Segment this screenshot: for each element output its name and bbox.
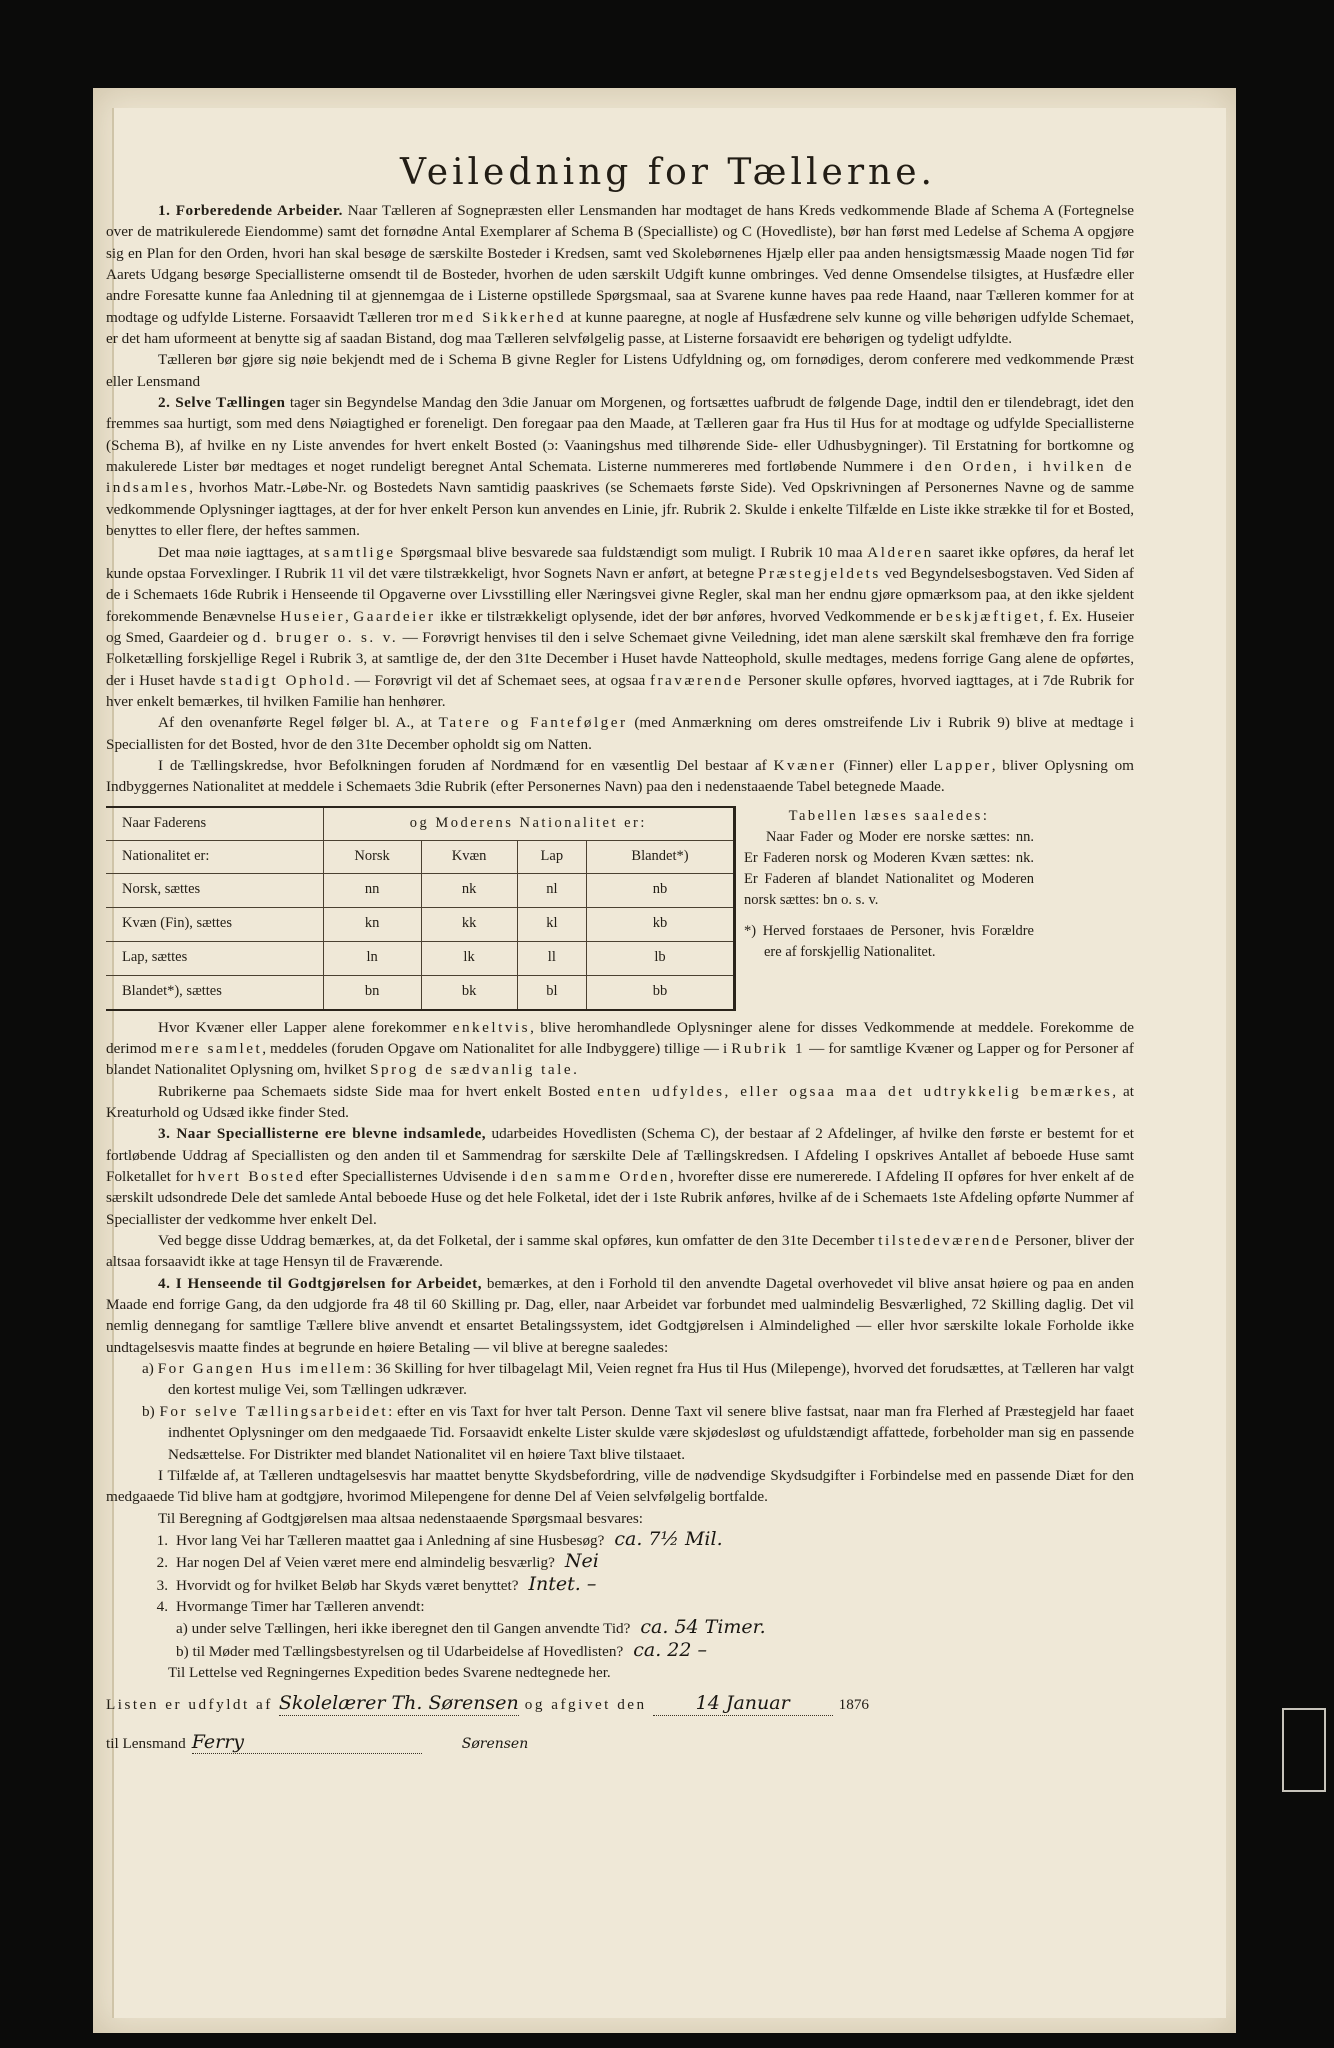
- row-label: Norsk, sættes: [106, 873, 323, 907]
- emph-run: For selve Tællingsarbeidet: [159, 1402, 389, 1420]
- text-run: , meddeles (foruden Opgave om Nationalitet for alle Indbyggere) tillige — i: [262, 1039, 732, 1057]
- table-explanation-text: Naar Fader og Moder ere norske sættes: nn. Er Faderen norsk og Moderen Kvæn sættes: nk. Er Faderen af blandet Nationalitet og Moderen norsk sættes: bn o. s. v.: [744, 828, 1034, 908]
- rule-a: [106, 1358, 1134, 1401]
- emph-run: tilstedeværende: [878, 1232, 1012, 1250]
- text-run: : 36 Skilling for hver tilbagelagt Mil, Veien regnet fra Hus til Hus (Milepenge), hvorved det forudsættes, at Tælleren har valgt den kortest mulige Vei, som Tællingen udkræver.: [168, 1360, 1134, 1399]
- table-explanation-heading: Tabellen læses saaledes:: [788, 807, 990, 824]
- emph-run: den samme Orden: [520, 1168, 670, 1186]
- table-cell: bk: [421, 975, 517, 1010]
- answer-field[interactable]: ca. 54 Timer.: [640, 1616, 766, 1639]
- emph-run: Kvæner: [773, 756, 837, 774]
- question-number: 2.: [156, 1554, 168, 1572]
- text-run: Det maa nøie iagttages, at: [158, 543, 325, 561]
- table-col-header: Blandet*): [587, 840, 735, 873]
- emph-run: stadigt Ophold: [220, 671, 347, 689]
- text-run: ved Begyndelsesbogstaven. Ved Siden af de i Schemaets 16de Rubrik i Henseende til Opgaverne over Livsstilling eller Næringsvei givne Regler, skal man her endnu gjøre opmærksom paa, at den ikke sjeldent forekommende Benævnelse: [106, 564, 1134, 625]
- section-2-heading: 2. Selve Tællingen: [158, 394, 286, 412]
- table-col-header: Kvæn: [421, 840, 517, 873]
- table-header-mother: og Moderens Nationalitet er:: [323, 807, 734, 841]
- instructions-body: [106, 200, 1134, 1755]
- question-1: [106, 1529, 1134, 1551]
- row-label: Blandet*), sættes: [106, 975, 323, 1010]
- text-run: , hvorefter disse ere numererede. I Afdeling II opføres for hver enkelt af de særskilt udsondrede Dele det samlede Antal beboede Huse og det hele Folketal, idet der i 1ste Rubrik anføres, hvilke af de i Schemaets 1ste Afdeling opførte Nummer af Speciallister der vedkomme hver enkelt Del.: [106, 1168, 1134, 1228]
- table-cell: nl: [517, 873, 586, 907]
- lensmand-row: [106, 1732, 1134, 1755]
- text-run: Personer, bliver der altsaa forsaavidt ikke at tage Hensyn til de Fraværende.: [106, 1232, 1134, 1271]
- text-run: bemærkes, at den i Forhold til den anvendte Dagetal overhovedet vil blive ansat høiere og paa en anden Maade end forrige Gang, da den udgjorde fra 48 til 60 Skilling pr. Dag, eller, naar Arbeidet var forbundet med ualmindelig Besværlighed, 72 Skilling daglig. Det vil nemlig dennegang for samtlige Tællere blive anvendt et ensartet Betalingssystem, idet Godtgjørelsen i Almindelighed — eller hvor særskilte lokale Forholde ikke undtagelsesvis maatte findes at begrunde en høiere Betaling — vil blive at beregne saaledes:: [106, 1274, 1134, 1356]
- question-4: [106, 1596, 1134, 1617]
- filled-by-label: Listen er udfyldt af: [106, 1696, 273, 1714]
- section-3: [106, 1123, 1134, 1230]
- signature-row: [106, 1693, 1134, 1715]
- section-1-paragraph-2: Tælleren bør gjøre sig nøie bekjendt med de i Schema B givne Regler for Listens Udfyldning og, om fornødiges, derom conferere med vedkommende Præst eller Lensmand: [106, 351, 1134, 390]
- table-header-nationality: Nationalitet er:: [106, 840, 323, 873]
- text-run: saaret ikke opføres, da heraf let kunde opstaa Forvexlinger. I Rubrik 11 vil det være tilstrækkeligt, hvor Sognets Navn er anført, at betegne: [106, 543, 1134, 582]
- question-text: a) under selve Tællingen, heri ikke iberegnet den til Gangen anvendte Tid?: [176, 1620, 631, 1638]
- section-2-text-2: , hvorhos Matr.-Løbe-Nr. og Bostedets Navn samtidig paaskrives (se Schemaets første Side). Ved Opskrivningen af Personernes Navne og de samme vedkommende Oplysninger iagttages, at der for hver enkelt Person kun anvendes en Linie, jfr. Rubrik 2. Skulde i enkelte Tilfælde en Liste ikke strække til for et Bosted, benyttes to eller flere, der heftes sammen.: [106, 479, 1134, 540]
- text-run: Spørgsmaal blive besvarede saa fuldstændigt som muligt. I Rubrik 10 maa: [395, 543, 868, 561]
- text-run: Personer skulle opføres, hvorved iagttages, at i 7de Rubrik for hver enkelt bemærkes, til hvilken Familie han henhører.: [106, 671, 1134, 710]
- bleed-through-text-right: [1180, 170, 1220, 350]
- text-run: ,: [344, 607, 354, 625]
- lensmand-name[interactable]: Ferry: [192, 1732, 422, 1754]
- question-4a: [106, 1617, 1134, 1639]
- filled-by-signature[interactable]: [279, 1693, 519, 1715]
- emph-run: Tatere og Fantefølger: [438, 714, 628, 732]
- section-2-emph: i den Orden, i hvilken de indsamles: [106, 458, 1134, 497]
- emph-run: Sprog de sædvanlig tale: [370, 1061, 574, 1079]
- scan-edge-marker: [1282, 1708, 1326, 1792]
- nationality-section: [106, 806, 1134, 1011]
- closing-note: Til Lettelse ved Regningernes Expedition bedes Svarene nedtegnede her.: [168, 1663, 611, 1681]
- text-run: Hvor Kvæner eller Lapper alene forekommer: [158, 1018, 453, 1036]
- table-row: [106, 907, 735, 941]
- row-label: Kvæn (Fin), sættes: [106, 907, 323, 941]
- signature-sub-name: Sørensen: [461, 1735, 529, 1752]
- section-2: [106, 392, 1134, 541]
- question-number: 4.: [156, 1597, 168, 1615]
- text-run: (med Anmærkning om deres omstreifende Liv i Rubrik 9) blive at medtage i Speciallisten for det Bosted, hvor de den 31te December opholdt sig om Natten.: [106, 714, 1134, 753]
- row-label: Lap, sættes: [106, 941, 323, 975]
- after-table-paragraph-2: [106, 1081, 1134, 1124]
- emph-run: d. bruger o. s. v.: [252, 628, 399, 646]
- rule-a-label: a): [142, 1360, 158, 1378]
- page-title: Veiledning for Tællerne.: [400, 152, 936, 193]
- answer-field[interactable]: Intet. –: [528, 1572, 597, 1595]
- table-col-header: Norsk: [323, 840, 421, 873]
- section-1-heading: 1. Forberedende Arbeider.: [158, 202, 343, 219]
- questions-intro: Til Beregning af Godtgjørelsen maa altsaa nedenstaaende Spørgsmaal besvares:: [158, 1509, 644, 1527]
- table-row: [106, 873, 735, 907]
- section-1: [106, 200, 1134, 349]
- emph-run: beskjæftiget: [935, 607, 1041, 625]
- table-cell: kb: [587, 907, 735, 941]
- question-text: Hvor lang Vei har Tælleren maattet gaa i Anledning af sine Husbesøg?: [176, 1531, 605, 1549]
- answer-field[interactable]: Nei: [564, 1550, 599, 1573]
- text-run: I de Tællingskredse, hvor Befolkningen foruden af Nordmænd for en væsentlig Del bestaar af: [158, 756, 774, 774]
- text-run: — Forøvrigt henvises til den i selve Schemaet givne Veiledning, idet man alene særskilt skal fremhæve den fra forrige Folketælling forskjellige Regel i Rubrik 3, at samtlige de, der den 31te December i Huset havde Natteophold, skulle medtages, medens forrige Gang alene de opførtes, der i Huset havde: [106, 628, 1134, 689]
- table-cell: nk: [421, 873, 517, 907]
- table-cell: bb: [587, 975, 735, 1010]
- answer-field[interactable]: ca. 22 –: [633, 1638, 707, 1661]
- table-row: [106, 941, 735, 975]
- table-row: [106, 975, 735, 1010]
- lensmand-label: til Lensmand: [106, 1734, 186, 1752]
- section-1-text: Naar Tælleren af Sognepræsten eller Lensmanden har modtaget de hans Kreds vedkommende Blade af Schema A (Fortegnelse over de matrikulerede Eiendomme) samt det fornødne Antal Exemplarer af Schema B (Specialliste) og C (Hovedliste), bør han først med Ledelse af Schema A opgjøre sig en Plan for den Orden, hvori han skal besøge de særskilte Bosteder i Kredsen, samt ved Skolebørnenes Hjælp eller paa anden hensigtsmæssig Maade nogen Tid før Aarets Udgang besørge Speciallisterne omsendt til de Bosteder, hvorhen de uden særskilt Udgift kunne ombringes. Ved denne Omsendelse tilsigtes, at Husfædre eller andre Foresatte kunne faa Anledning til at gjennemgaa de i Listerne opstillede Spørgsmaal, saa at Svarene kunne haves paa rede Haand, naar Tælleren kommer for at modtage og udfylde Listerne. Forsaavidt Tælleren tror: [106, 202, 1134, 326]
- emph-run: samtlige: [324, 543, 396, 561]
- section-2-paragraph-3: [106, 712, 1134, 755]
- table-header-father: Naar Faderens: [106, 807, 323, 841]
- text-run: , at Kreaturhold og Udsæd ikke finder Sted.: [106, 1082, 1134, 1121]
- table-cell: lb: [587, 941, 735, 975]
- section-4-paragraph-2: I Tilfælde af, at Tælleren undtagelsesvis har maattet benytte Skydsbefordring, ville de nødvendige Skydsudgifter i Forbindelse med en passende Diæt for den medgaaede Tid blive ham at godtgjøre, hvorimod Milepengene for denne Del af Veien selvfølgelig bortfalde.: [106, 1466, 1134, 1506]
- question-4b: [106, 1640, 1134, 1662]
- question-number: 1.: [156, 1531, 168, 1549]
- text-run: udarbeides Hovedlisten (Schema C), der bestaar af 2 Afdelinger, af hvilke den første er bestemt for et fortløbende Uddrag af Speciallisten og den anden til et Sammendrag for særskilte Dele af Tællingskredsen. I Afdeling I opskrives Antallet af beboede Huse samt Folketallet for: [106, 1125, 1134, 1186]
- emph-run: Gaardeier: [353, 607, 436, 625]
- table-cell: kk: [421, 907, 517, 941]
- text-run: , blive heromhandlede Oplysninger alene for disses Vedkommende at meddele. Forekomme de derimod: [106, 1018, 1134, 1057]
- emph-run: For Gangen Hus imellem: [157, 1360, 368, 1378]
- section-2-text: tager sin Begyndelse Mandag den 3die Januar om Morgenen, og fortsættes uafbrudt de følgende Dage, indtil den er tilendebragt, idet den fremmes saa hurtigt, som med dens Nøiagtighed er foreneligt. Den foregaar paa den Maade, at Tælleren gaar fra Hus til Hus for at modtage og udfylde Speciallisterne (Schema B), af hvilke en ny Liste anvendes for hvert enkelt Bosted (ɔ: Vaaningshus med tilhørende Side- eller Udhusbygninger). Til Erstatning for bortkomne og makulerede Lister bør medtages et noget rundeligt beregnet Antal Schemata. Listerne nummereres med fortløbende Nummere: [106, 394, 1134, 476]
- table-cell: nb: [587, 873, 735, 907]
- question-text: Hvormange Timer har Tælleren anvendt:: [176, 1597, 425, 1615]
- table-footnote: *) Herved forstaaes de Personer, hvis Forældre ere af forskjellig Nationalitet.: [744, 922, 1034, 960]
- table-cell: lk: [421, 941, 517, 975]
- nationality-table: [106, 806, 736, 1011]
- answer-field[interactable]: ca. 7½ Mil.: [614, 1527, 723, 1550]
- after-table-paragraph-1: [106, 1017, 1134, 1081]
- section-1-text-2: at kunne paaregne, at nogle af Husfædrene selv kunne og ville behørigen udfylde Schemaet, er det ham uformeent at benytte sig af saadan Bistand, dog maa Tælleren selvfølgelig passe, at Listerne forsaavidt ere behørigen og tydeligt udfyldte.: [106, 308, 1135, 348]
- text-run: — for samtlige Kvæner og Lapper og for Personer af blandet Nationalitet Oplysning om, hvilket: [106, 1039, 1134, 1079]
- emph-run: mere samlet: [160, 1039, 263, 1057]
- question-2: [106, 1551, 1134, 1573]
- text-run: .: [573, 1061, 577, 1079]
- question-text: Hvorvidt og for hvilket Beløb har Skyds været benyttet?: [176, 1576, 519, 1594]
- text-run: Ved begge disse Uddrag bemærkes, at, da det Folketal, der i samme skal opføres, kun omfatter de den 31te December: [158, 1232, 879, 1250]
- section-2-paragraph-4: [106, 755, 1134, 798]
- table-cell: ll: [517, 941, 586, 975]
- question-text: Har nogen Del af Veien været mere end almindelig besværlig?: [176, 1554, 555, 1572]
- question-3: [106, 1574, 1134, 1596]
- emph-run: hvert Bosted: [197, 1168, 306, 1186]
- submitted-label: og afgivet den: [524, 1696, 647, 1714]
- question-number: 3.: [156, 1576, 168, 1594]
- question-text: b) til Møder med Tællingsbestyrelsen og til Udarbeidelse af Hovedlisten?: [176, 1642, 624, 1660]
- emph-run: Alderen: [867, 543, 934, 561]
- emph-run: Lapper: [933, 756, 992, 774]
- text-run: efter Speciallisternes Udvisende i: [305, 1168, 521, 1186]
- emph-run: fraværende: [649, 671, 744, 689]
- text-run: : efter en vis Taxt for hver talt Person. Denne Taxt vil senere blive fastsat, naar man fra Flerhed af Præstegjeld har faaet indhentet Oplysninger om den medgaaede Tid. Forsaavidt enkelte Lister skulde være skjødesløst og ufuldstændigt affattede, forbeholder man sig en passende Nedsættelse. For Distrikter med blandet Nationalitet vil en høiere Taxt blive tilstaaet.: [168, 1402, 1134, 1463]
- emph-run: enkeltvis: [452, 1018, 531, 1036]
- table-cell: bn: [323, 975, 421, 1010]
- rule-b-label: b): [142, 1402, 160, 1420]
- submitted-date[interactable]: 14 Januar: [653, 1693, 833, 1715]
- table-explanation: [744, 806, 1034, 963]
- signature-name: Skolelærer Th. Sørensen: [278, 1692, 519, 1715]
- section-4: [106, 1273, 1134, 1358]
- section-2-paragraph-2: [106, 542, 1134, 713]
- emph-run: Huseier: [280, 607, 345, 625]
- section-3-heading: 3. Naar Speciallisterne ere blevne indsamlede,: [158, 1125, 487, 1143]
- text-run: , bliver Oplysning om Indbyggernes Nationalitet at meddele i Schemaets 3die Rubrik (efter Personernes Navn) paa den i nedenstaaende Tabel betegnede Maade.: [106, 756, 1134, 796]
- text-run: . — Forøvrigt vil det af Schemaet sees, at ogsaa: [346, 671, 650, 689]
- table-cell: nn: [323, 873, 421, 907]
- section-1-emph: med Sikkerhed: [441, 308, 567, 326]
- emph-run: enten udfyldes, eller ogsaa maa det udtrykkelig bemærkes: [597, 1082, 1113, 1100]
- table-cell: kn: [323, 907, 421, 941]
- table-cell: kl: [517, 907, 586, 941]
- table-cell: bl: [517, 975, 586, 1010]
- emph-run: Rubrik 1: [731, 1039, 806, 1057]
- table-col-header: Lap: [517, 840, 586, 873]
- text-run: ikke er tilstrækkeligt oplysende, idet der bør anføres, hvorved Vedkommende er: [435, 607, 936, 625]
- text-run: (Finner) eller: [836, 756, 934, 774]
- rule-b: [106, 1401, 1134, 1465]
- section-3-paragraph-2: [106, 1230, 1134, 1273]
- submitted-year: 1876: [838, 1696, 870, 1714]
- table-cell: ln: [323, 941, 421, 975]
- text-run: Af den ovenanførte Regel følger bl. A., at: [158, 714, 439, 732]
- text-run: Rubrikerne paa Schemaets sidste Side maa for hvert enkelt Bosted: [158, 1082, 598, 1100]
- emph-run: Præstegjeldets: [758, 564, 881, 582]
- section-4-heading: 4. I Henseende til Godtgjørelsen for Arbeidet,: [158, 1274, 483, 1292]
- text-run: , f. Ex. Huseier og Smed, Gaardeier og: [106, 607, 1135, 646]
